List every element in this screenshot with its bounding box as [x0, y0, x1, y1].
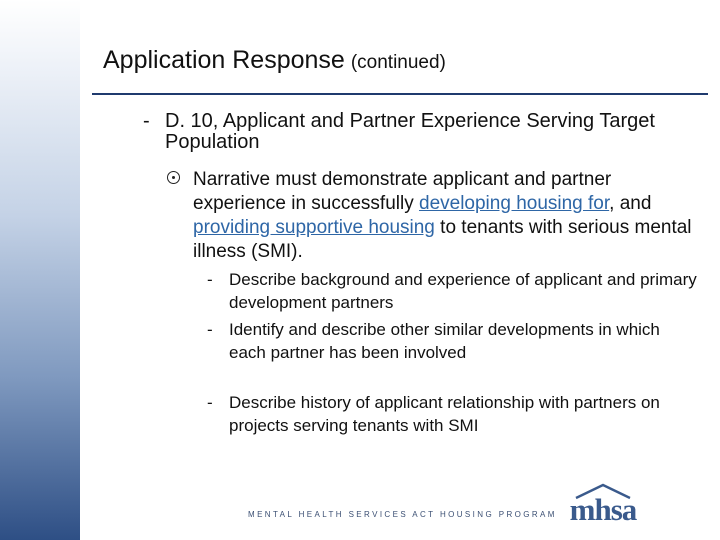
bullet-dash: -: [207, 270, 213, 289]
slide-title-main: Application Response: [103, 46, 345, 74]
bullet-level2: [167, 168, 697, 264]
side-gradient-bar: [0, 0, 80, 540]
text-part: Narrative must demonstrate applicant and partner experience in successfully: [193, 169, 612, 214]
bullet-level1: [143, 111, 703, 153]
program-tagline: MENTAL HEALTH SERVICES ACT HOUSING PROGRAM: [248, 510, 557, 519]
circle-bullet-icon: [167, 171, 180, 184]
bullet-dash: -: [207, 320, 213, 339]
title-divider: [92, 93, 708, 95]
bullet-level3: [207, 268, 697, 314]
mhsa-logo: [548, 482, 658, 524]
bullet-level3: [207, 318, 697, 364]
link-providing-supportive-housing[interactable]: providing supportive housing: [193, 217, 435, 238]
bullet-level3-text: Identify and describe other similar developments in which each partner has been involved: [229, 320, 660, 362]
text-part: , and: [609, 193, 652, 214]
bullet-dash: -: [143, 110, 150, 132]
bullet-level2-text: [193, 168, 697, 264]
bullet-dash: -: [207, 393, 213, 412]
text-part: to tenants with serious mental illness (SMI).: [193, 217, 692, 262]
bullet-level1-text: D. 10, Applicant and Partner Experience Serving Target Population: [165, 110, 655, 153]
link-developing-housing[interactable]: developing housing for: [419, 193, 610, 214]
bullet-level3-text: Describe background and experience of applicant and primary development partners: [229, 270, 697, 312]
logo-text: mhsa: [569, 492, 637, 524]
bullet-level3-text: Describe history of applicant relationship with partners on projects serving tenants with SMI: [229, 393, 660, 435]
slide-title-suffix: (continued): [350, 52, 446, 73]
bullet-level3: [207, 391, 697, 437]
slide-title: [103, 46, 446, 75]
